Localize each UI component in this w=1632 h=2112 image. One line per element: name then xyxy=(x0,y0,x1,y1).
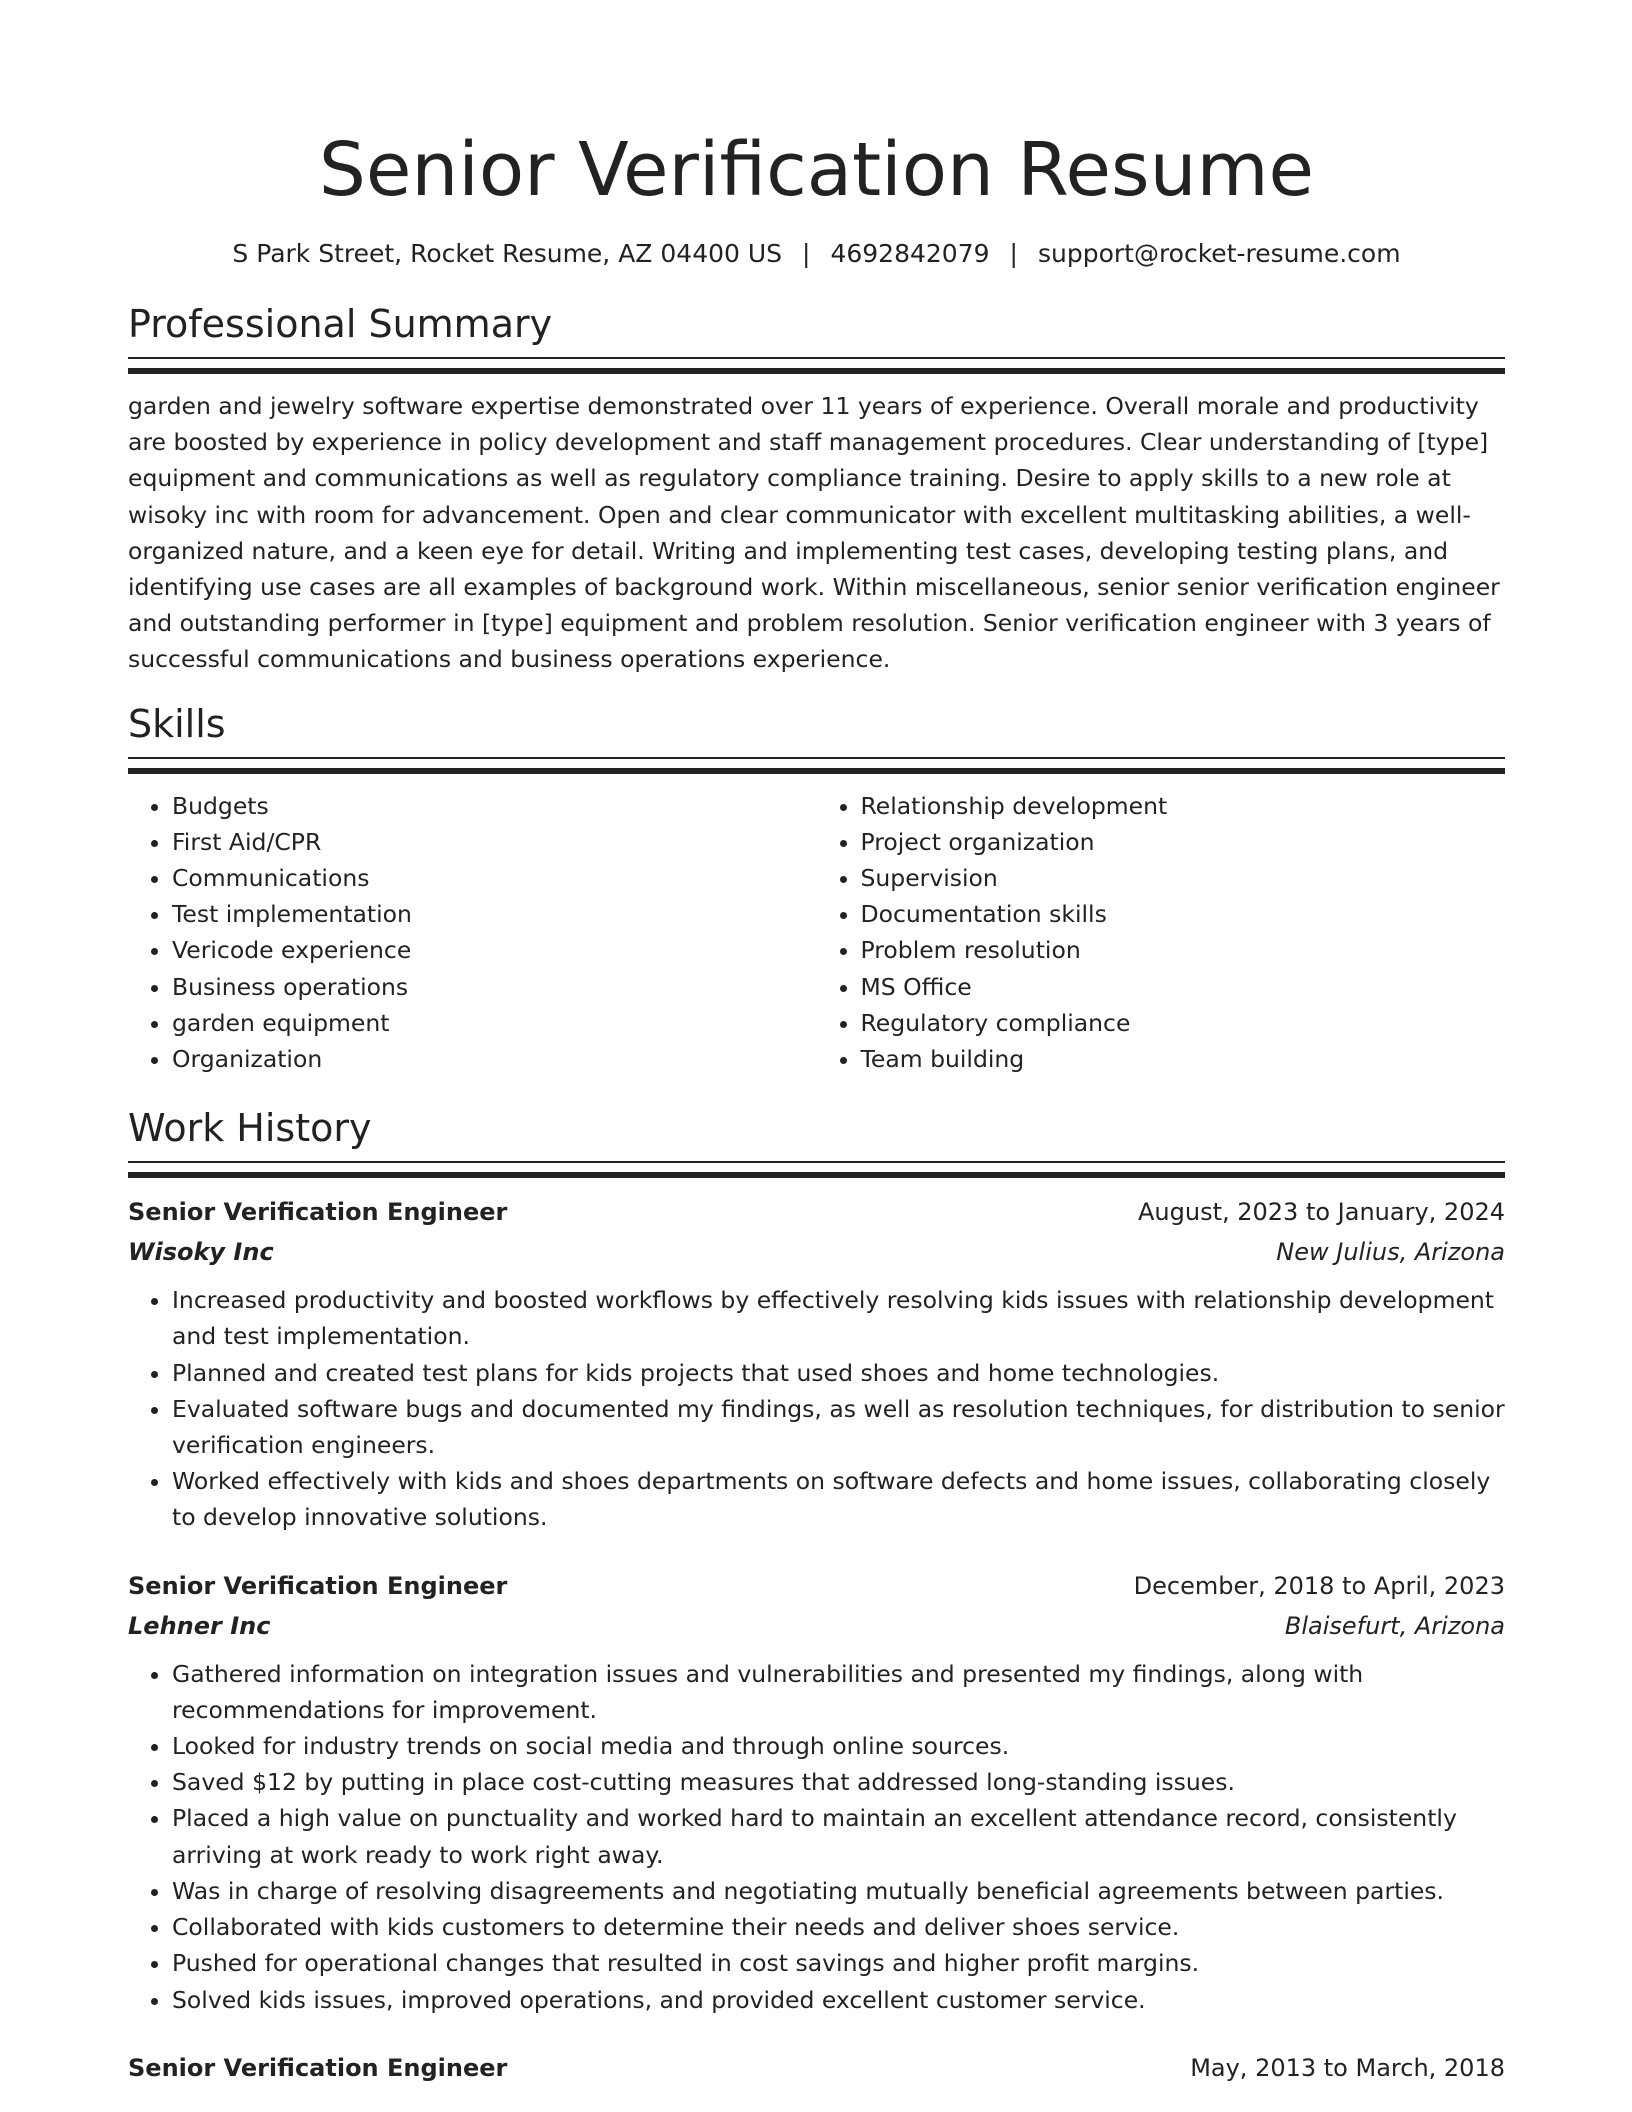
skill-item: • garden equipment xyxy=(172,1005,817,1041)
contact-separator: | xyxy=(802,239,811,268)
job-bullet: • Saved $12 by putting in place cost-cutting measures that addressed long-standing issues. xyxy=(172,1764,1505,1800)
skill-item: • Organization xyxy=(172,1041,817,1077)
skills-list-left xyxy=(128,788,817,1078)
job-header xyxy=(128,1566,1505,1606)
job-bullet: • Was in charge of resolving disagreements and negotiating mutually beneficial agreements between parties. xyxy=(172,1873,1505,1909)
job-company: Lehner Inc xyxy=(128,1611,271,1640)
skill-item: • MS Office xyxy=(861,969,1506,1005)
skill-item: • Budgets xyxy=(172,788,817,824)
resume-page xyxy=(128,0,1505,2088)
job-bullets xyxy=(128,1282,1505,1535)
job-bullet: • Solved kids issues, improved operations, and provided excellent customer service. xyxy=(172,1982,1505,2018)
contact-separator: | xyxy=(1009,239,1018,268)
job-bullet: • Planned and created test plans for kids projects that used shoes and home technologies. xyxy=(172,1355,1505,1391)
summary-section xyxy=(128,299,1505,678)
skill-item: • Team building xyxy=(861,1041,1506,1077)
resume-title: Senior Verification Resume xyxy=(318,127,1315,213)
contact-line xyxy=(128,236,1505,272)
job-dates: December, 2018 to April, 2023 xyxy=(1133,1571,1505,1600)
job-subheader xyxy=(128,1606,1505,1646)
section-heading-work: Work History xyxy=(128,1106,372,1151)
job-company: Wisoky Inc xyxy=(128,1238,274,1267)
job-bullet: • Collaborated with kids customers to determine their needs and deliver shoes service. xyxy=(172,1909,1505,1945)
job-title: Senior Verification Engineer xyxy=(128,1571,508,1600)
summary-text: garden and jewelry software expertise demonstrated over 11 years of experience. Overall morale and productivity are boosted by experience in policy development and staff management procedures. Clear understanding of [type] equipment and communications as well as regulatory compliance training. Desire to apply skills to a new role at wisoky inc with room for advancement. Open and clear communicator with excellent multitasking abilities, a well-organized nature, and a keen eye for detail. Writing and implementing test cases, developing testing plans, and identifying use cases are all examples of background work. Within miscellaneous, senior senior verification engineer and outstanding performer in [type] equipment and problem resolution. Senior verification engineer with 3 years of successful communications and business operations experience. xyxy=(128,392,1500,674)
job-header xyxy=(128,1192,1505,1232)
work-section xyxy=(128,1103,1505,2087)
section-divider xyxy=(128,1161,1505,1178)
job-entry xyxy=(128,1192,1505,1535)
job-bullets xyxy=(128,1656,1505,2018)
skill-item: • Test implementation xyxy=(172,896,817,932)
job-title: Senior Verification Engineer xyxy=(128,1198,508,1227)
job-bullet: • Increased productivity and boosted workflows by effectively resolving kids issues with relationship development and test implementation. xyxy=(172,1282,1505,1354)
job-location: New Julius, Arizona xyxy=(1276,1238,1505,1267)
skill-item: • Communications xyxy=(172,860,817,896)
job-bullet: • Evaluated software bugs and documented my findings, as well as resolution techniques, for distribution to senior verification engineers. xyxy=(172,1391,1505,1463)
section-heading-skills: Skills xyxy=(128,701,226,746)
job-bullet: • Pushed for operational changes that resulted in cost savings and higher profit margins. xyxy=(172,1945,1505,1981)
skill-item: • Project organization xyxy=(861,824,1506,860)
skill-item: • Regulatory compliance xyxy=(861,1005,1506,1041)
job-bullet: • Looked for industry trends on social media and through online sources. xyxy=(172,1728,1505,1764)
job-dates: May, 2013 to March, 2018 xyxy=(1190,2053,1505,2082)
job-dates: August, 2023 to January, 2024 xyxy=(1138,1198,1505,1227)
job-bullet: • Worked effectively with kids and shoes departments on software defects and home issues, collaborating closely to develop innovative solutions. xyxy=(172,1463,1505,1535)
skill-item: • Business operations xyxy=(172,969,817,1005)
skill-item: • Documentation skills xyxy=(861,896,1506,932)
contact-email: support@rocket-resume.com xyxy=(1037,239,1401,268)
skill-item: • Relationship development xyxy=(861,788,1506,824)
contact-address: S Park Street, Rocket Resume, AZ 04400 US xyxy=(232,239,783,268)
section-heading-summary: Professional Summary xyxy=(128,302,553,346)
skills-section xyxy=(128,699,1505,1078)
job-bullet: • Placed a high value on punctuality and worked hard to maintain an excellent attendance record, consistently arriving at work ready to work right away. xyxy=(172,1800,1505,1872)
job-bullet: • Gathered information on integration issues and vulnerabilities and presented my findings, along with recommendations for improvement. xyxy=(172,1656,1505,1728)
section-divider xyxy=(128,357,1505,374)
skills-list-right xyxy=(817,788,1506,1078)
skill-item: • Problem resolution xyxy=(861,932,1506,968)
job-header xyxy=(128,2048,1505,2088)
job-entry xyxy=(128,1566,1505,2018)
contact-phone: 4692842079 xyxy=(830,239,990,268)
section-divider xyxy=(128,757,1505,774)
job-location: Blaisefurt, Arizona xyxy=(1284,1611,1505,1640)
job-title: Senior Verification Engineer xyxy=(128,2053,508,2082)
job-subheader xyxy=(128,1232,1505,1272)
skill-item: • Vericode experience xyxy=(172,932,817,968)
skill-item: • First Aid/CPR xyxy=(172,824,817,860)
skill-item: • Supervision xyxy=(861,860,1506,896)
job-entry xyxy=(128,2048,1505,2088)
skills-columns xyxy=(128,788,1505,1078)
